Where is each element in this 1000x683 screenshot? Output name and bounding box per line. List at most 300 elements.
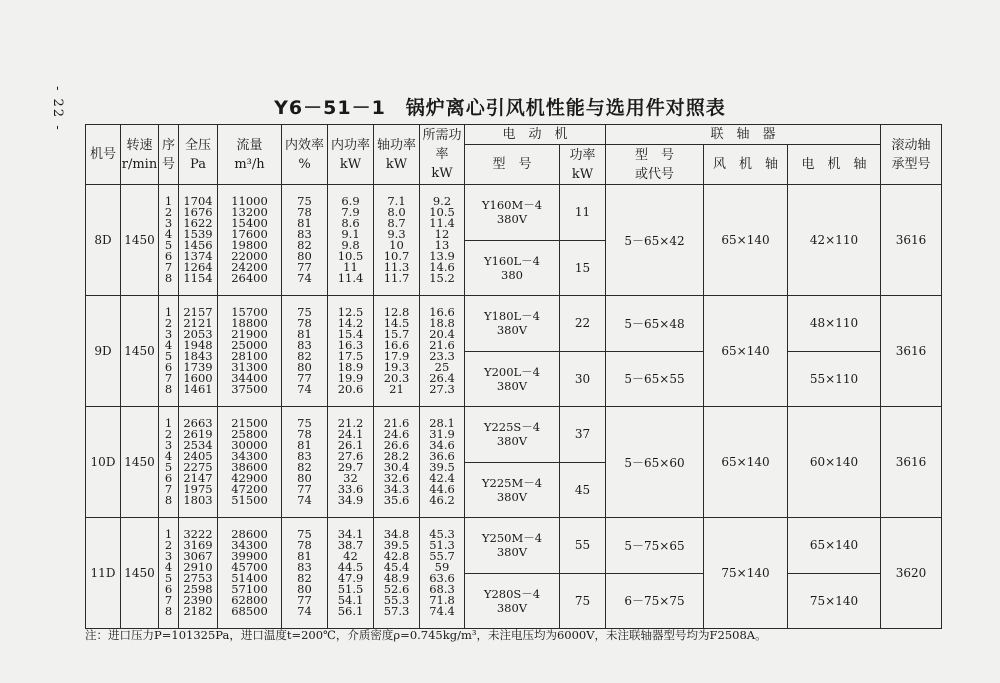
value-line: 13.9	[429, 248, 455, 263]
value-line: 2534	[183, 438, 213, 453]
value-line: 81	[297, 327, 312, 342]
value-line: 2275	[183, 460, 213, 474]
value-line: 75	[297, 305, 312, 320]
value-line: 34.9	[337, 492, 364, 507]
value-line: 11.7	[383, 270, 410, 285]
value-line: 2619	[183, 427, 213, 442]
motor-shaft-cell: 60×140	[788, 407, 881, 518]
motor-shaft-cell: 42×110	[788, 185, 881, 296]
value-line: 15.4	[337, 327, 364, 342]
value-line: 19.3	[383, 359, 410, 374]
value-line: 80	[297, 470, 312, 485]
col-motor-model: 型 号	[465, 145, 560, 185]
inner-power-list	[328, 407, 374, 518]
value-line: 11.4	[337, 270, 364, 285]
value-line: 1461	[183, 381, 213, 396]
value-line: 1704	[183, 194, 213, 209]
value-line: 8.7	[387, 216, 406, 231]
value-line: 1456	[183, 238, 213, 252]
value-line: 3	[164, 216, 173, 231]
value-line: 47.9	[337, 571, 364, 585]
value-line: 11.3	[383, 259, 410, 274]
value-line: 2753	[183, 571, 213, 585]
col-efficiency: 内效率 %	[282, 125, 328, 185]
footnote: 注：进口压力P=101325Pa，进口温度t=200℃，介质密度ρ=0.745kg/m³，未注电压均为6000V，未注联轴器型号均为F2508A。	[85, 628, 767, 642]
value-line: 26.4	[429, 370, 455, 385]
value-line: 11.4	[429, 216, 455, 231]
value-line: 78	[297, 316, 312, 331]
group-row-10d	[86, 407, 942, 463]
shaft-power-list	[374, 185, 420, 296]
value-line: 34.1	[337, 527, 364, 542]
motor-power-cell: 11	[560, 185, 606, 241]
value-line: 4	[164, 560, 173, 575]
value-line: 4	[164, 449, 173, 464]
value-line: 24200	[231, 259, 268, 274]
value-line: 5	[164, 460, 173, 474]
value-line: 1	[164, 194, 173, 209]
value-line: 12.5	[337, 305, 364, 320]
efficiency-list	[282, 185, 328, 296]
value-line: 74	[297, 270, 312, 285]
col-motor-group: 电 动 机	[465, 125, 606, 145]
motor-voltage: 380V	[496, 545, 528, 560]
col-flow: 流量 m³/h	[218, 125, 282, 185]
value-line: 7	[164, 592, 173, 607]
value-line: 6	[164, 359, 173, 374]
motor-model-cell	[465, 407, 560, 463]
value-line: 75	[297, 416, 312, 431]
group-row-9d	[86, 296, 942, 352]
value-line: 51500	[231, 492, 268, 507]
value-line: 36.6	[429, 449, 455, 464]
value-line: 42.4	[429, 470, 455, 485]
machine-cell: 10D	[86, 407, 121, 518]
value-line: 38600	[231, 460, 268, 474]
value-line: 14.6	[429, 259, 455, 274]
value-line: 32.6	[383, 470, 410, 485]
value-line: 15.7	[383, 327, 410, 342]
required-power-list	[420, 407, 465, 518]
value-line: 55.7	[429, 549, 455, 564]
motor-power-cell: 30	[560, 351, 606, 407]
value-line: 42	[343, 549, 358, 564]
required-power-list	[420, 185, 465, 296]
value-line: 9.2	[432, 194, 452, 209]
bearing-cell: 3616	[881, 296, 942, 407]
value-line: 5	[164, 571, 173, 585]
value-line: 57100	[231, 581, 268, 596]
value-line: 75	[297, 194, 312, 209]
shaft-power-list	[374, 296, 420, 407]
value-line: 68500	[231, 603, 268, 618]
value-line: 1	[164, 305, 173, 320]
motor-power-cell: 22	[560, 296, 606, 352]
value-line: 27.3	[429, 381, 455, 396]
value-line: 2147	[183, 470, 213, 485]
value-line: 3169	[183, 538, 213, 553]
value-line: 1948	[183, 338, 213, 353]
value-line: 27.6	[337, 449, 364, 464]
col-coupling-model: 型 号 或代号	[606, 145, 704, 185]
value-line: 2663	[183, 416, 213, 431]
value-line: 3222	[183, 527, 213, 542]
seq-list	[159, 296, 179, 407]
value-line: 11	[343, 259, 358, 274]
motor-voltage: 380V	[496, 323, 528, 338]
value-line: 57.3	[383, 603, 410, 618]
machine-cell: 8D	[86, 185, 121, 296]
motor-power-cell: 15	[560, 240, 606, 296]
value-line: 15400	[231, 216, 268, 231]
fan-shaft-cell: 65×140	[704, 296, 788, 407]
value-line: 47200	[231, 481, 268, 496]
value-line: 28.2	[383, 449, 410, 464]
value-line: 1600	[183, 370, 213, 385]
value-line: 3	[164, 549, 173, 564]
required-power-list	[420, 296, 465, 407]
page-number: - 22 -	[50, 86, 65, 132]
motor-model: Y280S－4	[483, 586, 541, 601]
pressure-list	[179, 407, 218, 518]
table-body	[86, 185, 942, 629]
value-line: 12	[434, 227, 450, 242]
value-line: 14.5	[383, 316, 410, 331]
col-machine-no: 机号	[86, 125, 121, 185]
value-line: 6	[164, 581, 173, 596]
value-line: 24.6	[383, 427, 410, 442]
value-line: 77	[297, 259, 312, 274]
value-line: 39.5	[429, 460, 455, 474]
page-title: Y6－51－1 锅炉离心引风机性能与选用件对照表	[274, 97, 726, 119]
value-line: 45700	[231, 560, 268, 575]
col-speed: 转速 r/min	[121, 125, 159, 185]
speed-cell: 1450	[121, 407, 159, 518]
value-line: 5	[164, 349, 173, 363]
value-line: 28100	[231, 349, 268, 363]
col-seq: 序号	[159, 125, 179, 185]
motor-model-cell	[465, 351, 560, 407]
value-line: 1539	[183, 227, 213, 242]
motor-model: Y225M－4	[481, 475, 543, 490]
value-line: 29.7	[337, 460, 364, 474]
value-line: 51.3	[429, 538, 455, 553]
value-line: 8.0	[387, 205, 406, 220]
value-line: 83	[297, 449, 312, 464]
value-line: 83	[297, 560, 312, 575]
col-pressure: 全压 Pa	[179, 125, 218, 185]
value-line: 78	[297, 538, 312, 553]
motor-model-cell	[465, 185, 560, 241]
value-line: 71.8	[429, 592, 455, 607]
value-line: 25800	[231, 427, 268, 442]
value-line: 34300	[231, 538, 268, 553]
value-line: 78	[297, 205, 312, 220]
motor-model: Y225S－4	[483, 420, 541, 435]
motor-model: Y160L－4	[484, 253, 540, 268]
performance-table	[85, 124, 942, 629]
value-line: 5	[164, 238, 173, 252]
value-line: 39.5	[383, 538, 410, 553]
coupling-model-cell: 5－65×55	[606, 351, 704, 407]
value-line: 13	[434, 238, 450, 252]
value-line: 4	[164, 338, 173, 353]
value-line: 77	[297, 370, 312, 385]
inner-power-list	[328, 185, 374, 296]
motor-voltage: 380V	[496, 378, 528, 393]
motor-model-cell	[465, 518, 560, 574]
value-line: 51400	[231, 571, 268, 585]
value-line: 2	[164, 316, 173, 331]
value-line: 34.6	[429, 438, 455, 453]
speed-cell: 1450	[121, 518, 159, 629]
value-line: 37500	[231, 381, 268, 396]
value-line: 45.4	[383, 560, 410, 575]
value-line: 6	[164, 470, 173, 485]
value-line: 25000	[231, 338, 268, 353]
value-line: 26.6	[383, 438, 410, 453]
value-line: 34400	[231, 370, 268, 385]
value-line: 11000	[231, 194, 268, 209]
value-line: 81	[297, 438, 312, 453]
bearing-cell: 3616	[881, 185, 942, 296]
bearing-cell: 3620	[881, 518, 942, 629]
value-line: 26400	[231, 270, 268, 285]
value-line: 12.8	[383, 305, 410, 320]
value-line: 16.6	[429, 305, 455, 320]
value-line: 68.3	[429, 581, 455, 596]
value-line: 82	[297, 571, 312, 585]
inner-power-list	[328, 296, 374, 407]
motor-power-cell: 75	[560, 573, 606, 629]
value-line: 1154	[183, 270, 213, 285]
efficiency-list	[282, 518, 328, 629]
value-line: 20.3	[383, 370, 410, 385]
value-line: 80	[297, 359, 312, 374]
value-line: 82	[297, 238, 312, 252]
value-line: 33.6	[337, 481, 364, 496]
flow-list	[218, 407, 282, 518]
value-line: 2	[164, 538, 173, 553]
value-line: 1975	[183, 481, 213, 496]
value-line: 48.9	[383, 571, 410, 585]
value-line: 19800	[231, 238, 268, 252]
value-line: 39900	[231, 549, 268, 564]
value-line: 18.9	[337, 359, 364, 374]
value-line: 9.3	[387, 227, 406, 242]
fan-shaft-cell: 75×140	[704, 518, 788, 629]
value-line: 8	[164, 492, 173, 507]
value-line: 7	[164, 259, 173, 274]
value-line: 52.6	[383, 581, 410, 596]
value-line: 21500	[231, 416, 268, 431]
col-inner-power: 内功率 kW	[328, 125, 374, 185]
value-line: 56.1	[337, 603, 364, 618]
coupling-model-cell: 6－75×75	[606, 573, 704, 629]
value-line: 46.2	[429, 492, 455, 507]
fan-shaft-cell: 65×140	[704, 407, 788, 518]
motor-power-cell: 37	[560, 407, 606, 463]
group-row-11d	[86, 518, 942, 574]
col-coupling-group: 联 轴 器	[606, 125, 881, 145]
value-line: 8.6	[341, 216, 360, 231]
value-line: 34.3	[383, 481, 410, 496]
value-line: 2405	[183, 449, 213, 464]
value-line: 34300	[231, 449, 268, 464]
seq-list	[159, 407, 179, 518]
value-line: 7.9	[341, 205, 360, 220]
motor-voltage: 380	[501, 267, 523, 282]
motor-voltage: 380V	[496, 434, 528, 449]
value-line: 55.3	[383, 592, 410, 607]
value-line: 23.3	[429, 349, 455, 363]
pressure-list	[179, 518, 218, 629]
required-power-list	[420, 518, 465, 629]
efficiency-list	[282, 407, 328, 518]
value-line: 2121	[183, 316, 213, 331]
motor-model: Y160M－4	[481, 198, 543, 213]
header-row-1	[86, 125, 942, 145]
value-line: 8	[164, 381, 173, 396]
value-line: 31300	[231, 359, 268, 374]
value-line: 1622	[183, 216, 213, 231]
efficiency-list	[282, 296, 328, 407]
value-line: 7	[164, 370, 173, 385]
value-line: 2	[164, 427, 173, 442]
value-line: 6.9	[341, 194, 360, 209]
shaft-power-list	[374, 518, 420, 629]
value-line: 10.5	[429, 205, 455, 220]
fan-shaft-cell: 65×140	[704, 185, 788, 296]
motor-model-cell	[465, 240, 560, 296]
value-line: 45.3	[429, 527, 455, 542]
motor-model-cell	[465, 462, 560, 518]
value-line: 3067	[183, 549, 213, 564]
motor-voltage: 380V	[496, 212, 528, 227]
value-line: 13200	[231, 205, 268, 220]
value-line: 17.5	[337, 349, 364, 363]
flow-list	[218, 518, 282, 629]
value-line: 2	[164, 205, 173, 220]
value-line: 82	[297, 460, 312, 474]
value-line: 74	[297, 381, 312, 396]
value-line: 7.1	[387, 194, 406, 209]
value-line: 10	[389, 238, 404, 252]
value-line: 21900	[231, 327, 268, 342]
value-line: 8	[164, 270, 173, 285]
motor-model-cell	[465, 296, 560, 352]
value-line: 1803	[183, 492, 213, 507]
col-required-power: 所需功率 kW	[420, 125, 465, 185]
value-line: 35.6	[383, 492, 410, 507]
value-line: 15.2	[429, 270, 455, 285]
value-line: 10.7	[383, 248, 410, 263]
value-line: 2910	[183, 560, 213, 575]
motor-voltage: 380V	[496, 600, 528, 615]
value-line: 83	[297, 338, 312, 353]
seq-list	[159, 185, 179, 296]
value-line: 21	[389, 381, 404, 396]
coupling-model-cell: 5－65×60	[606, 407, 704, 518]
value-line: 2182	[183, 603, 213, 618]
value-line: 75	[297, 527, 312, 542]
value-line: 31.9	[429, 427, 455, 442]
value-line: 74	[297, 603, 312, 618]
value-line: 7	[164, 481, 173, 496]
value-line: 63.6	[429, 571, 455, 585]
value-line: 44.5	[337, 560, 364, 575]
value-line: 32	[343, 470, 358, 485]
value-line: 34.8	[383, 527, 410, 542]
value-line: 59	[434, 560, 450, 575]
value-line: 74	[297, 492, 312, 507]
value-line: 1739	[183, 359, 213, 374]
value-line: 80	[297, 248, 312, 263]
value-line: 17600	[231, 227, 268, 242]
coupling-model-cell: 5－65×42	[606, 185, 704, 296]
value-line: 20.4	[429, 327, 455, 342]
value-line: 1	[164, 416, 173, 431]
value-line: 18800	[231, 316, 268, 331]
value-line: 16.6	[383, 338, 410, 353]
value-line: 3	[164, 438, 173, 453]
motor-power-cell: 45	[560, 462, 606, 518]
coupling-model-cell: 5－65×48	[606, 296, 704, 352]
machine-cell: 9D	[86, 296, 121, 407]
value-line: 1	[164, 527, 173, 542]
flow-list	[218, 185, 282, 296]
value-line: 1264	[183, 259, 213, 274]
flow-list	[218, 296, 282, 407]
value-line: 30.4	[383, 460, 410, 474]
value-line: 2598	[183, 581, 213, 596]
seq-list	[159, 518, 179, 629]
value-line: 21.2	[337, 416, 364, 431]
value-line: 4	[164, 227, 173, 242]
value-line: 2390	[183, 592, 213, 607]
shaft-power-list	[374, 407, 420, 518]
value-line: 3	[164, 327, 173, 342]
value-line: 80	[297, 581, 312, 596]
value-line: 19.9	[337, 370, 364, 385]
value-line: 10.5	[337, 248, 364, 263]
value-line: 38.7	[337, 538, 364, 553]
col-bearing: 滚动轴 承型号	[881, 125, 942, 185]
value-line: 21.6	[383, 416, 410, 431]
value-line: 1374	[183, 248, 213, 263]
value-line: 9.1	[341, 227, 360, 242]
motor-voltage: 380V	[496, 489, 528, 504]
value-line: 2157	[183, 305, 213, 320]
value-line: 82	[297, 349, 312, 363]
speed-cell: 1450	[121, 185, 159, 296]
value-line: 2053	[183, 327, 213, 342]
pressure-list	[179, 185, 218, 296]
value-line: 14.2	[337, 316, 364, 331]
value-line: 51.5	[337, 581, 364, 596]
value-line: 8	[164, 603, 173, 618]
group-row-8d	[86, 185, 942, 241]
value-line: 26.1	[337, 438, 364, 453]
value-line: 16.3	[337, 338, 364, 353]
value-line: 78	[297, 427, 312, 442]
motor-shaft-cell: 55×110	[788, 351, 881, 407]
bearing-cell: 3616	[881, 407, 942, 518]
value-line: 6	[164, 248, 173, 263]
value-line: 15700	[231, 305, 268, 320]
motor-model: Y200L－4	[484, 364, 540, 379]
value-line: 1676	[183, 205, 213, 220]
